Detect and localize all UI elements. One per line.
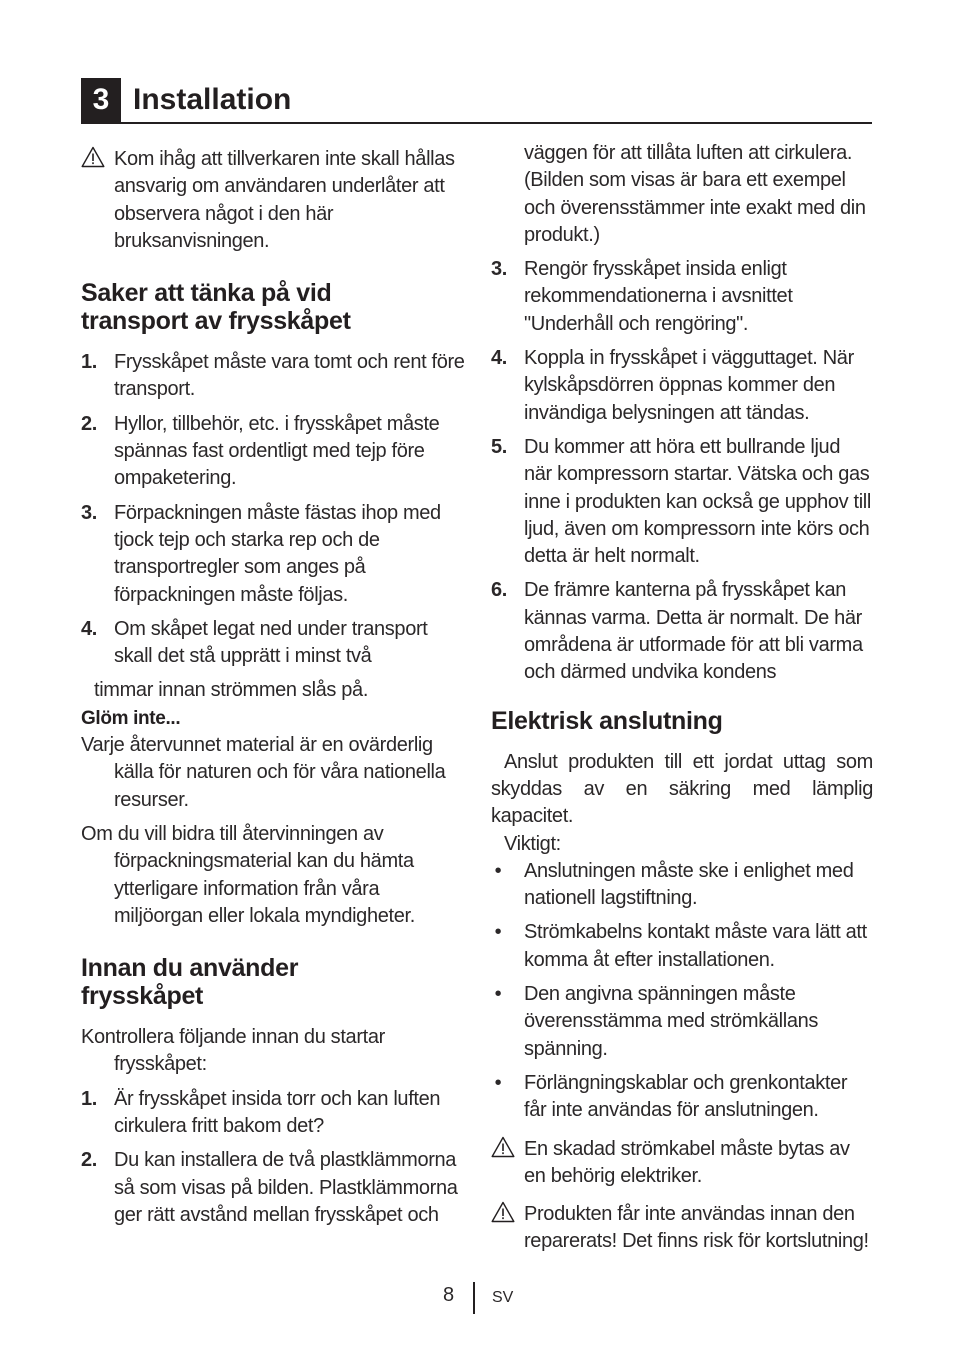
list-number: 2. [81,412,97,435]
list-text: Är frysskåpet insida torr och kan luften cirkulera fritt bakom det? [114,1087,441,1138]
electrical-intro: Anslut produkten till ett jordat uttag som skyddas av en säkring med lämplig kapacitet. [491,750,873,828]
list-number: 4. [81,617,97,640]
transport-list [81,349,465,670]
warning-triangle-icon [491,1136,515,1158]
bullet-dot: • [494,921,502,944]
warning-triangle-icon [81,146,105,168]
list-item [491,345,873,427]
bullet-item [491,981,873,1063]
list-item [491,256,873,338]
before-use-heading-line1: Innan du använder [81,954,299,983]
list-number: 3. [491,258,507,281]
before-use-heading [81,954,465,1010]
warning-damaged-cable-text: En skadad strömkabel måste bytas av en behörig elektriker. [524,1137,850,1187]
warning-damaged-cable [491,1136,873,1191]
list-item [491,577,873,686]
list-item [491,434,873,570]
list-number: 4. [491,347,507,370]
list-item [81,411,465,493]
forget-heading: Glöm inte... [81,707,181,729]
list-text: Du kommer att höra ett bullrande ljud när kompressorn startar. Vätska och gas inne i produkten kan också ge upphov till ljud, även om kompressorn inte körs och detta är helt normalt. [524,435,871,568]
list-number: 3. [81,501,97,524]
list-item [81,1086,465,1141]
list-text: Om skåpet legat ned under transport skall det stå upprätt i minst två [114,617,428,668]
warning-repair [491,1201,873,1256]
warning-intro [81,146,465,255]
electrical-heading: Elektrisk anslutning [491,706,723,735]
bullet-text: Förlängningskablar och grenkontakter får inte användas för anslutningen. [524,1071,848,1122]
list-number: 1. [81,1087,97,1110]
bullet-text: Den angivna spänningen måste överensstämma med strömkällans spänning. [524,983,819,1060]
list-item [81,349,465,404]
chapter-title: Installation [133,83,292,116]
bullet-dot: • [494,859,502,882]
forget-para-2: Om du vill bidra till återvinningen av förpackningsmaterial kan du hämta ytterligare information från våra miljöorgan eller lokala myndigheter. [81,822,415,927]
language-code: SV [492,1289,514,1306]
right-column [491,140,873,1256]
list-item [81,500,465,609]
bullet-item [491,919,873,974]
list-number: 5. [491,435,507,458]
left-column [81,146,465,1229]
transport-heading-line1: Saker att tänka på vid [81,279,332,308]
forget-para-1: Varje återvunnet material är en ovärderlig källa för naturen och för våra nationella resurser. [81,734,446,811]
list-text: Frysskåpet måste vara tomt och rent före transport. [114,351,465,401]
bullet-item [491,858,873,913]
footer-divider [473,1282,475,1314]
transport-heading [81,279,465,335]
list-item [81,616,465,671]
bullet-dot: • [494,1071,502,1094]
list-item [81,1147,465,1229]
warning-intro-text: Kom ihåg att tillverkaren inte skall hållas ansvarig om användaren underlåter att observera något i den här bruksanvisningen. [114,148,455,252]
electrical-bullet-list [491,858,873,1125]
list-number: 6. [491,579,507,602]
list-text: Du kan installera de två plastklämmorna så som visas på bilden. Plastklämmorna ger rätt avstånd mellan frysskåpet och [114,1149,458,1226]
page-footer [0,1282,954,1314]
bullet-text: Strömkabelns kontakt måste vara lätt att komma åt efter installationen. [524,921,867,971]
right-numbered-list [491,256,873,686]
bullet-item [491,1070,873,1125]
list-text: Rengör frysskåpet insida enligt rekommendationerna i avsnittet "Underhåll och rengöring". [524,258,793,335]
transport-heading-line2: transport av frysskåpet [81,307,351,336]
list-text: Hyllor, tillbehör, etc. i frysskåpet måste spännas fast ordentligt med tejp före ompaketering. [114,412,440,490]
bullet-text: Anslutningen måste ske i enlighet med nationell lagstiftning. [524,859,854,910]
transport-continuation: timmar innan strömmen slås på. [94,679,369,702]
chapter-number-badge: 3 [81,78,121,122]
bullet-dot: • [494,983,502,1006]
right-continuation: väggen för att tillåta luften att cirkulera. (Bilden som visas är bara ett exempel och överensstämmer inte exakt med din produkt.) [524,142,866,246]
warning-repair-text: Produkten får inte användas innan den reparerats! Det finns risk för kortslutning! [524,1203,869,1253]
page-number: 8 [443,1284,455,1306]
before-use-list [81,1086,465,1229]
list-text: Förpackningen måste fästas ihop med tjock tejp och starka rep och de transportregler som anges på förpackningen måste följas. [114,501,441,606]
before-use-intro: Kontrollera följande innan du startar frysskåpet: [81,1026,385,1076]
important-label: Viktigt: [504,832,561,855]
list-number: 2. [81,1149,97,1172]
list-number: 1. [81,351,97,374]
before-use-heading-line2: frysskåpet [81,982,204,1011]
list-text: Koppla in frysskåpet i vägguttaget. När kylskåpsdörren öppnas kommer den invändiga belysningen att tändas. [524,347,854,424]
chapter-header [81,78,872,124]
warning-triangle-icon [491,1201,515,1223]
list-text: De främre kanterna på frysskåpet kan kännas varma. Detta är normalt. De här områdena är utformade för att bli varma och därmed undvika kondens [524,579,863,684]
